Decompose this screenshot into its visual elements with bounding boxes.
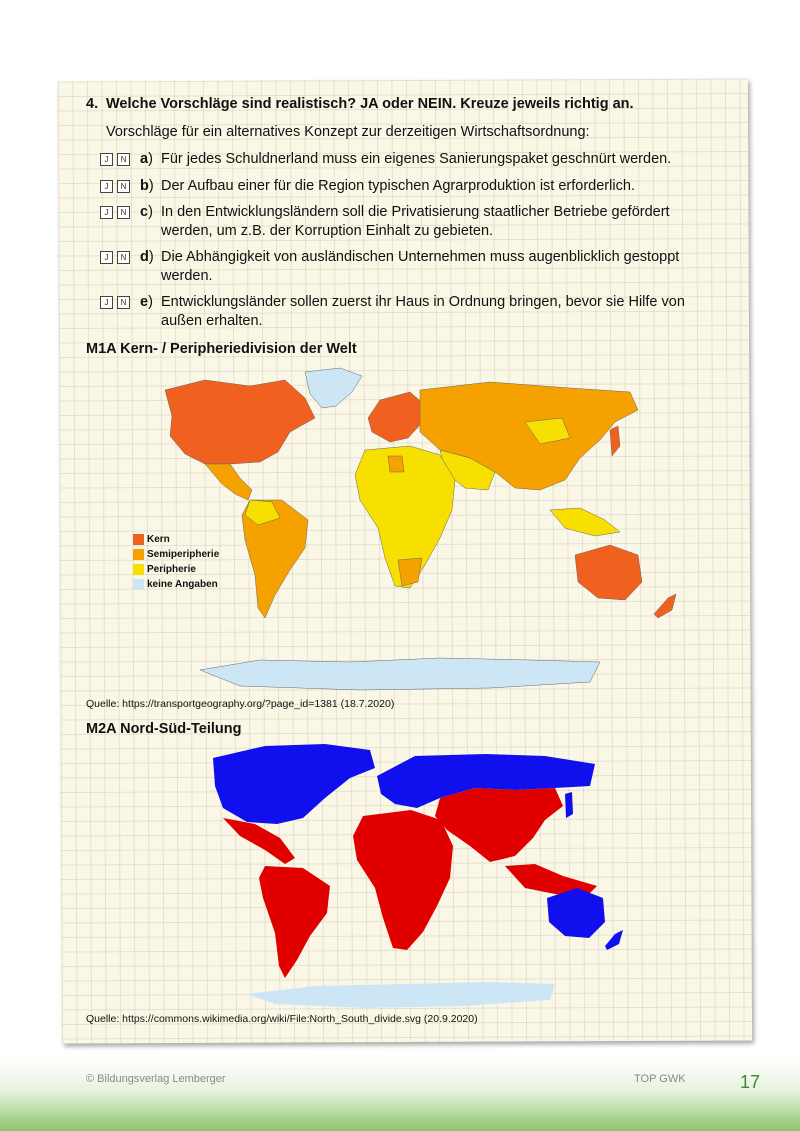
australia-region	[575, 545, 642, 600]
central-america-south	[223, 818, 295, 864]
north-south-divide-map	[185, 738, 625, 1010]
north-africa-semiperiphery	[388, 456, 404, 472]
japan-region	[610, 426, 620, 456]
footer-series: TOP GWK	[634, 1073, 686, 1085]
central-america-region	[205, 464, 252, 500]
option-letter: a)	[140, 151, 153, 167]
checkbox-nein[interactable]: N	[117, 251, 130, 264]
north-america-region	[165, 380, 315, 464]
checkbox-nein[interactable]: N	[117, 180, 130, 193]
southeast-asia-region	[550, 508, 620, 536]
m1a-title: M1A Kern- / Peripheriedivision der Welt	[86, 341, 357, 357]
option-letter: c)	[140, 204, 153, 220]
legend-item-semiperipherie: Semiperipherie	[133, 549, 219, 564]
footer-publisher: © Bildungsverlag Lemberger	[86, 1073, 226, 1085]
question-title: 4. Welche Vorschläge sind realistisch? JA oder NEIN. Kreuze jeweils richtig an.	[86, 96, 634, 112]
north-america-north	[213, 744, 375, 824]
question-intro: Vorschläge für ein alternatives Konzept zur derzeitigen Wirtschaftsordnung:	[106, 124, 590, 140]
antarctica-region	[200, 658, 600, 690]
footer-gradient-bar	[0, 1060, 800, 1131]
option-text: Für jedes Schuldnerland muss ein eigenes Sanierungspaket geschnürt werden.	[161, 151, 672, 167]
legend-item-peripherie: Peripherie	[133, 564, 219, 579]
checkbox-ja[interactable]: J	[100, 180, 113, 193]
m1a-source: Quelle: https://transportgeography.org/?page_id=1381 (18.7.2020)	[86, 698, 395, 710]
south-africa-semiperiphery	[398, 558, 422, 586]
option-letter: d)	[140, 249, 154, 265]
greenland-region	[305, 368, 362, 408]
legend-swatch	[133, 534, 144, 545]
legend-swatch	[133, 579, 144, 590]
japan-north	[565, 792, 573, 818]
legend-item-keine-angaben: keine Angaben	[133, 579, 219, 594]
australia-north	[547, 888, 605, 938]
legend-swatch	[133, 564, 144, 575]
legend-item-kern: Kern	[133, 534, 219, 549]
legend-swatch	[133, 549, 144, 560]
checkbox-nein[interactable]: N	[117, 296, 130, 309]
m1a-legend	[133, 534, 219, 594]
checkbox-ja[interactable]: J	[100, 153, 113, 166]
checkbox-nein[interactable]: N	[117, 153, 130, 166]
africa-south	[353, 810, 453, 950]
checkbox-nein[interactable]: N	[117, 206, 130, 219]
new-zealand-region	[654, 594, 676, 618]
checkbox-ja[interactable]: J	[100, 206, 113, 219]
checkbox-ja[interactable]: J	[100, 251, 113, 264]
checkbox-ja[interactable]: J	[100, 296, 113, 309]
option-text: In den Entwicklungsländern soll die Privatisierung staatlicher Betriebe gefördert werden, um z.B. der Korruption Einhalt zu gebieten.	[161, 204, 670, 239]
option-letter: e)	[140, 294, 153, 310]
europe-region	[368, 392, 425, 442]
asia-south	[435, 788, 563, 862]
south-america-south	[259, 866, 330, 978]
option-text: Der Aufbau einer für die Region typischen Agrarproduktion ist erforderlich.	[161, 178, 635, 194]
page-number: 17	[740, 1072, 761, 1092]
option-text: Die Abhängigkeit von ausländischen Unternehmen muss augenblicklich gestoppt werden.	[161, 249, 680, 284]
core-periphery-world-map	[110, 360, 700, 695]
m2a-title: M2A Nord-Süd-Teilung	[86, 721, 242, 737]
m2a-source: Quelle: https://commons.wikimedia.org/wiki/File:North_South_divide.svg (20.9.2020)	[86, 1013, 478, 1025]
option-text: Entwicklungsländer sollen zuerst ihr Haus in Ordnung bringen, bevor sie Hilfe von außen erhalten.	[161, 294, 685, 329]
antarctica-none	[247, 982, 555, 1008]
new-zealand-north	[605, 930, 623, 950]
option-letter: b)	[140, 178, 154, 194]
